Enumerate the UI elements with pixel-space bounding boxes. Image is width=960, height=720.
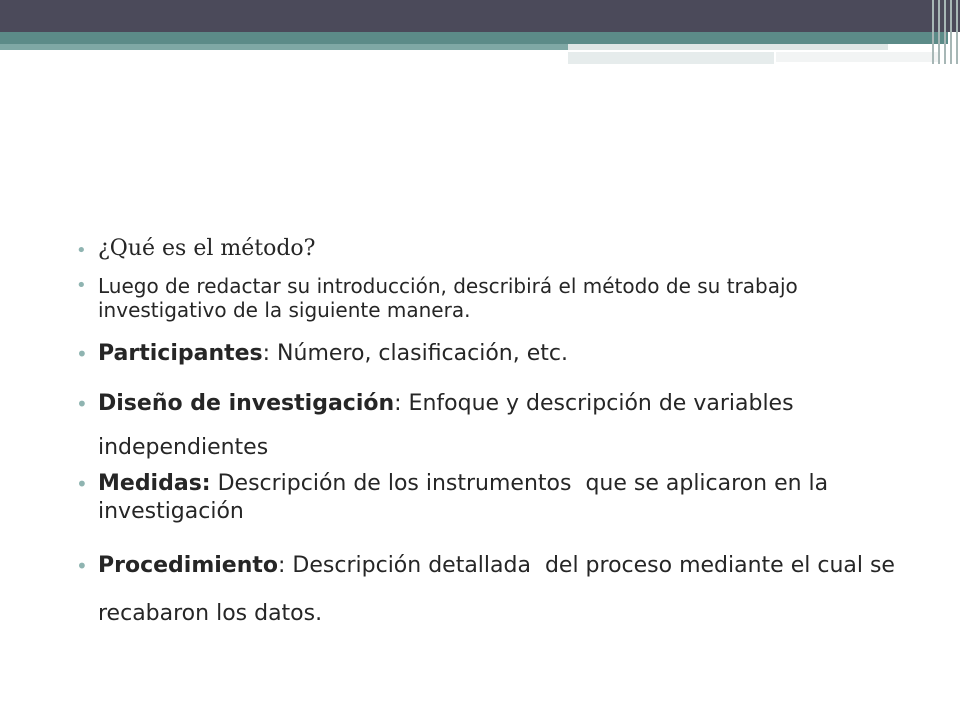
header-stripe bbox=[0, 44, 568, 50]
bullet-icon: • bbox=[76, 342, 88, 366]
bullet-icon: • bbox=[76, 392, 88, 416]
diseno-text: : Enfoque y descripción de variables independientes bbox=[98, 391, 794, 460]
bullet-procedimiento bbox=[76, 542, 916, 638]
bullet-medidas bbox=[76, 470, 906, 526]
procedimiento-text: : Descripción detallada del proceso mediante el cual se recabaron los datos. bbox=[98, 553, 916, 626]
bullet-icon: • bbox=[76, 554, 88, 578]
header-vertical-lines bbox=[930, 0, 960, 64]
procedimiento-label: Procedimiento bbox=[98, 553, 279, 578]
header-stripe bbox=[568, 52, 774, 64]
header-stripe bbox=[568, 44, 888, 50]
bullet-question bbox=[76, 234, 906, 264]
header-dark-band bbox=[0, 0, 960, 32]
bullet-intro bbox=[76, 274, 906, 322]
bullet-participantes bbox=[76, 338, 906, 370]
intro-text: Luego de redactar su introducción, describirá el método de su trabajo investigativo de la siguiente manera. bbox=[98, 274, 798, 322]
medidas-label: Medidas: bbox=[98, 471, 211, 496]
diseno-label: Diseño de investigación bbox=[98, 391, 395, 416]
participantes-label: Participantes bbox=[98, 341, 263, 366]
header-stripe bbox=[776, 52, 940, 62]
medidas-text: Descripción de los instrumentos que se aplicaron en la investigación bbox=[98, 471, 836, 524]
question-text: ¿Qué es el método? bbox=[98, 236, 316, 261]
bullet-diseno bbox=[76, 382, 906, 470]
bullet-icon: • bbox=[76, 275, 87, 296]
bullet-list bbox=[76, 234, 916, 638]
header-teal-band bbox=[0, 32, 948, 44]
bullet-icon: • bbox=[76, 472, 88, 496]
participantes-text: : Número, clasificación, etc. bbox=[262, 341, 568, 366]
bullet-icon: • bbox=[76, 240, 87, 261]
